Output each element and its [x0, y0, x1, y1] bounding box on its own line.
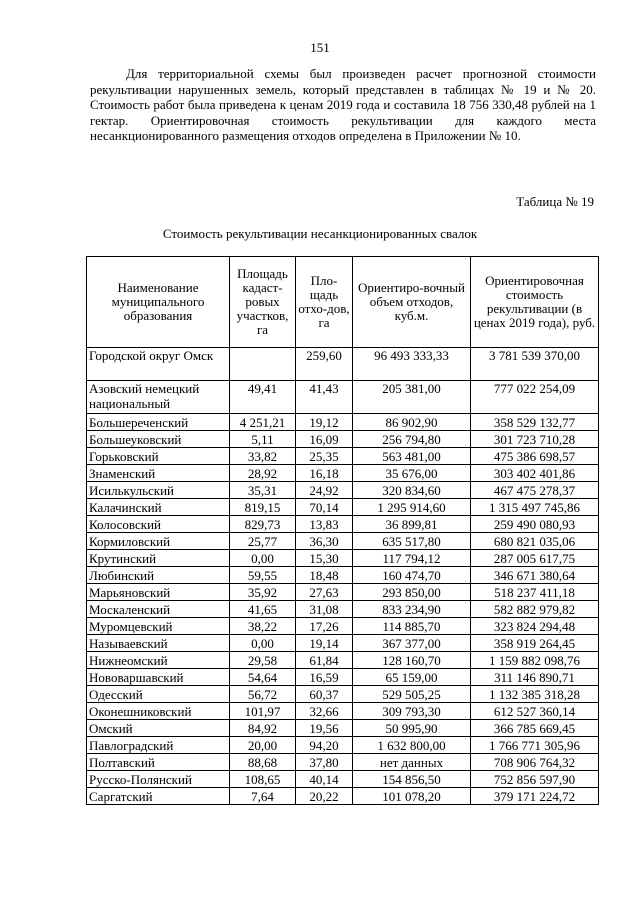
- cell-cadastral-area: 88,68: [230, 754, 296, 771]
- cell-municipality: Муромцевский: [87, 618, 230, 635]
- cell-waste-volume: 367 377,00: [353, 635, 471, 652]
- cell-municipality: Исилькульский: [87, 482, 230, 499]
- table-row: [87, 550, 599, 567]
- cell-municipality: Горьковский: [87, 448, 230, 465]
- cell-cost: 475 386 698,57: [471, 448, 599, 465]
- cell-waste-volume: 320 834,60: [353, 482, 471, 499]
- cell-waste-volume: 529 505,25: [353, 686, 471, 703]
- cell-cadastral-area: 108,65: [230, 771, 296, 788]
- cell-waste-area: 32,66: [296, 703, 353, 720]
- table-row: [87, 720, 599, 737]
- table-row: [87, 516, 599, 533]
- cell-cost: 303 402 401,86: [471, 465, 599, 482]
- cell-waste-area: 60,37: [296, 686, 353, 703]
- table-row: [87, 465, 599, 482]
- cell-waste-area: 16,18: [296, 465, 353, 482]
- cell-waste-volume: 96 493 333,33: [353, 348, 471, 381]
- table-caption: Стоимость рекультивации несанкционированных свалок: [162, 226, 478, 241]
- table-row: [87, 499, 599, 516]
- cell-waste-volume: 1 632 800,00: [353, 737, 471, 754]
- cell-cost: 358 919 264,45: [471, 635, 599, 652]
- cell-waste-area: 94,20: [296, 737, 353, 754]
- cell-municipality: Крутинский: [87, 550, 230, 567]
- cell-cost: 1 159 882 098,76: [471, 652, 599, 669]
- cell-cost: 366 785 669,45: [471, 720, 599, 737]
- cell-cost: 582 882 979,82: [471, 601, 599, 618]
- table-row: [87, 703, 599, 720]
- cell-municipality: Оконешниковский: [87, 703, 230, 720]
- cell-cadastral-area: 4 251,21: [230, 414, 296, 431]
- cell-cadastral-area: 54,64: [230, 669, 296, 686]
- table-row: [87, 788, 599, 805]
- cell-cost: 323 824 294,48: [471, 618, 599, 635]
- cell-cadastral-area: 5,11: [230, 431, 296, 448]
- cell-waste-volume: 635 517,80: [353, 533, 471, 550]
- cell-waste-volume: 35 676,00: [353, 465, 471, 482]
- cell-cost: 612 527 360,14: [471, 703, 599, 720]
- cell-cadastral-area: 35,92: [230, 584, 296, 601]
- cell-waste-area: 31,08: [296, 601, 353, 618]
- table-row: [87, 348, 599, 381]
- cell-cost: 379 171 224,72: [471, 788, 599, 805]
- cell-municipality: Одесский: [87, 686, 230, 703]
- cell-cost: 708 906 764,32: [471, 754, 599, 771]
- cell-waste-area: 24,92: [296, 482, 353, 499]
- cell-cost: 777 022 254,09: [471, 381, 599, 414]
- cell-waste-volume: 114 885,70: [353, 618, 471, 635]
- cell-cadastral-area: 7,64: [230, 788, 296, 805]
- table-row: [87, 754, 599, 771]
- cell-waste-volume: 117 794,12: [353, 550, 471, 567]
- intro-paragraph: Для территориальной схемы был произведен расчет прогнозной стоимости рекультивации нарушенных земель, который представлен в таблицах № 19 и № 20. Стоимость работ была приведена к ценам 2019 года и составила 18 756 330,48 рублей на 1 гектар. Ориентировочная стоимость рекультивации для каждого места несанкционированного размещения отходов определена в Приложении № 10.: [90, 66, 596, 143]
- cell-cost: 1 132 385 318,28: [471, 686, 599, 703]
- cell-municipality: Любинский: [87, 567, 230, 584]
- cell-waste-volume: 36 899,81: [353, 516, 471, 533]
- cell-municipality: Азовский немецкий национальный: [87, 381, 230, 414]
- cell-waste-area: 18,48: [296, 567, 353, 584]
- cell-cadastral-area: 59,55: [230, 567, 296, 584]
- cell-waste-area: 15,30: [296, 550, 353, 567]
- cell-waste-volume: 128 160,70: [353, 652, 471, 669]
- cell-cost: 287 005 617,75: [471, 550, 599, 567]
- cell-waste-volume: 563 481,00: [353, 448, 471, 465]
- cell-cadastral-area: 29,58: [230, 652, 296, 669]
- cell-cadastral-area: 819,15: [230, 499, 296, 516]
- cell-waste-area: 61,84: [296, 652, 353, 669]
- header-cost: Ориентировочная стоимость рекультивации (в ценах 2019 года), руб.: [471, 257, 599, 348]
- cell-cost: 311 146 890,71: [471, 669, 599, 686]
- table-row: [87, 414, 599, 431]
- cell-waste-volume: 101 078,20: [353, 788, 471, 805]
- table-row: [87, 533, 599, 550]
- table-row: [87, 618, 599, 635]
- cell-waste-area: 19,14: [296, 635, 353, 652]
- table-row: [87, 567, 599, 584]
- table-row: [87, 635, 599, 652]
- cell-cadastral-area: [230, 348, 296, 381]
- cell-waste-volume: 1 295 914,60: [353, 499, 471, 516]
- cell-cadastral-area: 49,41: [230, 381, 296, 414]
- table-row: [87, 381, 599, 414]
- cell-cost: 680 821 035,06: [471, 533, 599, 550]
- cell-waste-area: 16,59: [296, 669, 353, 686]
- cell-waste-volume: 50 995,90: [353, 720, 471, 737]
- cell-cost: 301 723 710,28: [471, 431, 599, 448]
- header-cadastral-area: Площадь кадаст-ровых участков, га: [230, 257, 296, 348]
- cell-waste-volume: 154 856,50: [353, 771, 471, 788]
- cell-municipality: Калачинский: [87, 499, 230, 516]
- cell-waste-volume: 833 234,90: [353, 601, 471, 618]
- cell-municipality: Павлоградский: [87, 737, 230, 754]
- cell-cadastral-area: 0,00: [230, 550, 296, 567]
- cell-cost: 1 766 771 305,96: [471, 737, 599, 754]
- header-municipality: Наименование муниципального образования: [87, 257, 230, 348]
- cell-municipality: Колосовский: [87, 516, 230, 533]
- cell-cadastral-area: 41,65: [230, 601, 296, 618]
- cell-cost: 1 315 497 745,86: [471, 499, 599, 516]
- cell-waste-area: 41,43: [296, 381, 353, 414]
- cell-municipality: Знаменский: [87, 465, 230, 482]
- cell-waste-area: 19,12: [296, 414, 353, 431]
- cell-cost: 358 529 132,77: [471, 414, 599, 431]
- table-row: [87, 669, 599, 686]
- cell-waste-area: 36,30: [296, 533, 353, 550]
- table-row: [87, 584, 599, 601]
- table-row: [87, 686, 599, 703]
- cell-cost: 346 671 380,64: [471, 567, 599, 584]
- cell-municipality: Большеуковский: [87, 431, 230, 448]
- cell-municipality: Саргатский: [87, 788, 230, 805]
- cell-waste-area: 27,63: [296, 584, 353, 601]
- cell-waste-area: 70,14: [296, 499, 353, 516]
- cell-municipality: Полтавский: [87, 754, 230, 771]
- cell-waste-volume: 256 794,80: [353, 431, 471, 448]
- table-label: Таблица № 19: [516, 194, 594, 209]
- cell-cadastral-area: 56,72: [230, 686, 296, 703]
- cell-waste-volume: нет данных: [353, 754, 471, 771]
- cell-cost: 752 856 597,90: [471, 771, 599, 788]
- cell-waste-area: 25,35: [296, 448, 353, 465]
- cell-municipality: Русско-Полянский: [87, 771, 230, 788]
- cell-municipality: Большереченский: [87, 414, 230, 431]
- table-row: [87, 482, 599, 499]
- cell-waste-volume: 160 474,70: [353, 567, 471, 584]
- cell-cadastral-area: 33,82: [230, 448, 296, 465]
- cell-waste-area: 19,56: [296, 720, 353, 737]
- cell-waste-area: 37,80: [296, 754, 353, 771]
- reclamation-cost-table: [86, 256, 599, 805]
- cell-waste-area: 17,26: [296, 618, 353, 635]
- cell-waste-volume: 86 902,90: [353, 414, 471, 431]
- cell-waste-volume: 293 850,00: [353, 584, 471, 601]
- cell-municipality: Называевский: [87, 635, 230, 652]
- cell-cadastral-area: 38,22: [230, 618, 296, 635]
- cell-cadastral-area: 20,00: [230, 737, 296, 754]
- cell-municipality: Городской округ Омск: [87, 348, 230, 381]
- cell-cost: 3 781 539 370,00: [471, 348, 599, 381]
- header-waste-volume: Ориентиро-вочный объем отходов, куб.м.: [353, 257, 471, 348]
- cell-waste-area: 20,22: [296, 788, 353, 805]
- cell-cadastral-area: 0,00: [230, 635, 296, 652]
- cell-cadastral-area: 28,92: [230, 465, 296, 482]
- cell-waste-area: 40,14: [296, 771, 353, 788]
- cell-waste-area: 13,83: [296, 516, 353, 533]
- cell-municipality: Нововаршавский: [87, 669, 230, 686]
- page-number: 151: [310, 40, 330, 55]
- cell-cost: 259 490 080,93: [471, 516, 599, 533]
- cell-waste-area: 16,09: [296, 431, 353, 448]
- cell-municipality: Нижнеомский: [87, 652, 230, 669]
- cell-cost: 518 237 411,18: [471, 584, 599, 601]
- table-row: [87, 737, 599, 754]
- table-row: [87, 652, 599, 669]
- table-row: [87, 771, 599, 788]
- table-row: [87, 601, 599, 618]
- cell-cadastral-area: 101,97: [230, 703, 296, 720]
- header-waste-area: Пло-щадь отхо-дов, га: [296, 257, 353, 348]
- cell-municipality: Омский: [87, 720, 230, 737]
- cell-waste-volume: 205 381,00: [353, 381, 471, 414]
- cell-waste-volume: 65 159,00: [353, 669, 471, 686]
- cell-cost: 467 475 278,37: [471, 482, 599, 499]
- cell-municipality: Кормиловский: [87, 533, 230, 550]
- cell-cadastral-area: 25,77: [230, 533, 296, 550]
- cell-waste-area: 259,60: [296, 348, 353, 381]
- cell-cadastral-area: 84,92: [230, 720, 296, 737]
- cell-waste-volume: 309 793,30: [353, 703, 471, 720]
- table-row: [87, 431, 599, 448]
- cell-cadastral-area: 35,31: [230, 482, 296, 499]
- cell-cadastral-area: 829,73: [230, 516, 296, 533]
- cell-municipality: Марьяновский: [87, 584, 230, 601]
- table-row: [87, 448, 599, 465]
- cell-municipality: Москаленский: [87, 601, 230, 618]
- table-header-row: [87, 257, 599, 348]
